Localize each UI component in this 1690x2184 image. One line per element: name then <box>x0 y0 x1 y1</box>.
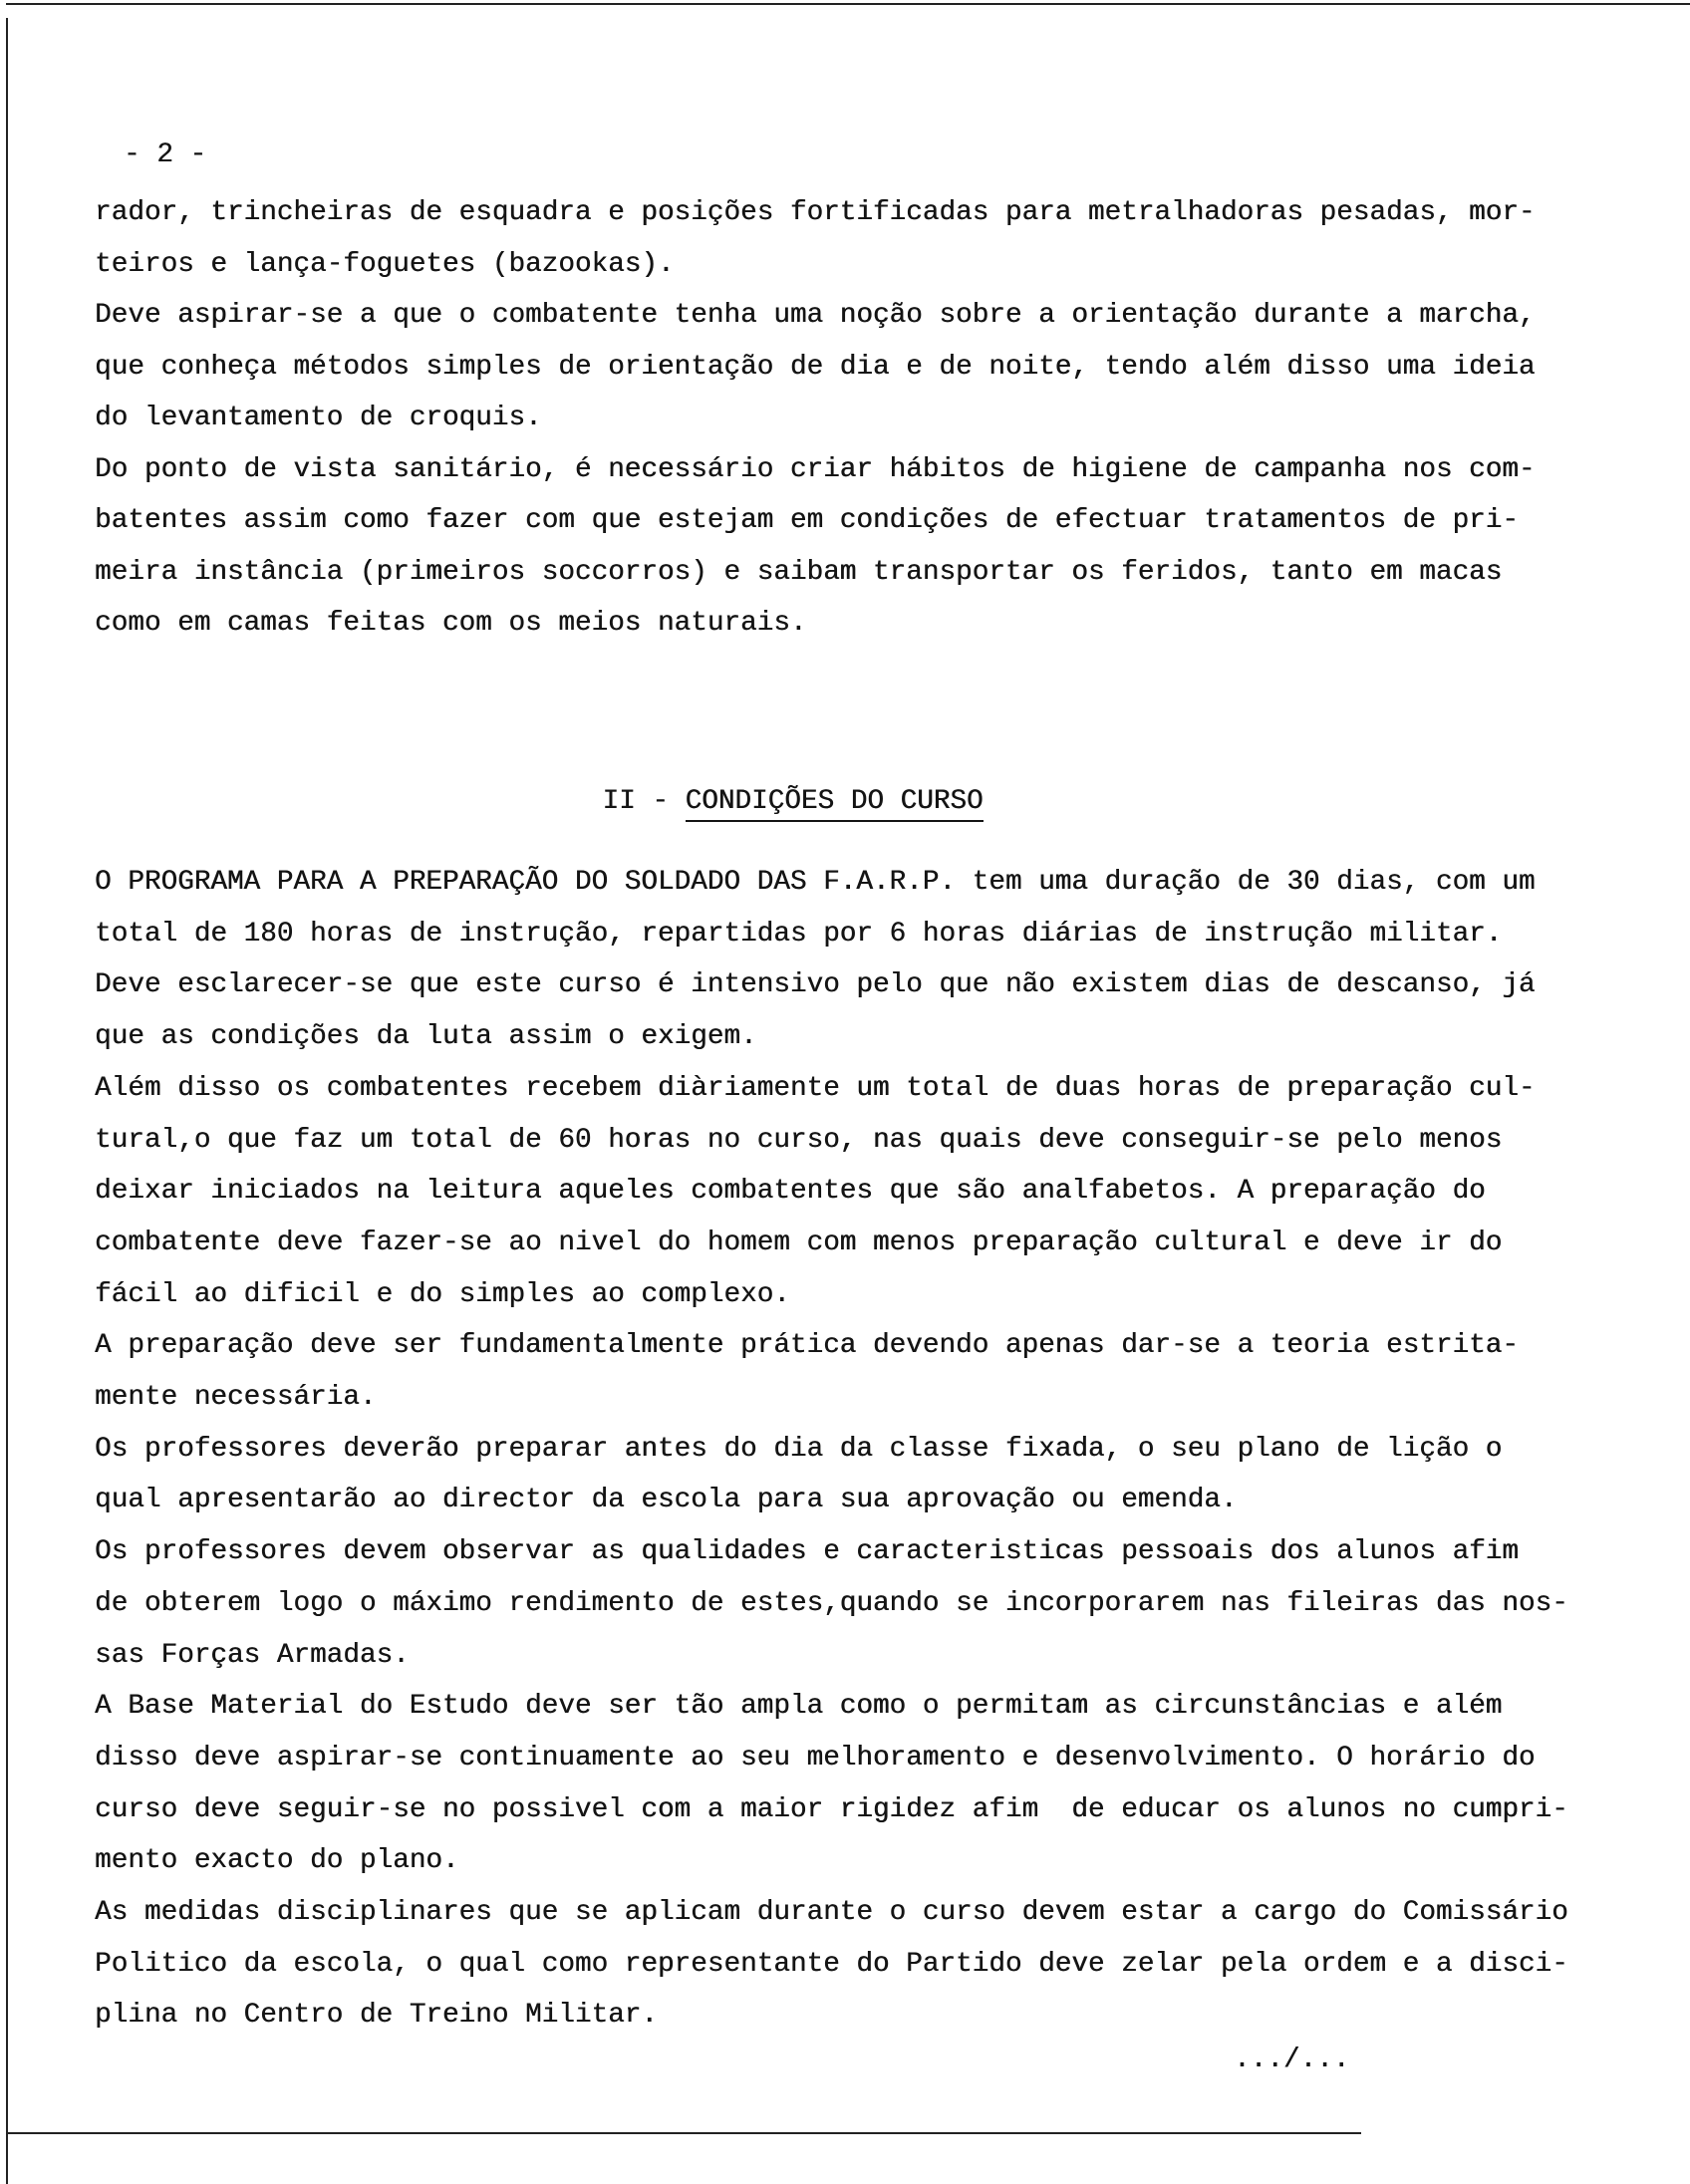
heading-number: II - <box>602 786 669 817</box>
text-line: Politico da escola, o qual como representante do Partido deve zelar pela ordem e a disci- <box>95 1948 1568 1980</box>
page-border-top <box>6 3 1690 5</box>
text-line: qual apresentarão ao director da escola para sua aprovação ou emenda. <box>95 1485 1238 1516</box>
text-line: que as condições da luta assim o exigem. <box>95 1021 757 1053</box>
text-line: tural,o que faz um total de 60 horas no curso, nas quais deve conseguir-se pelo menos <box>95 1124 1503 1156</box>
page-border-left <box>6 18 8 2184</box>
text-line: meira instância (primeiros soccorros) e saibam transportar os feridos, tanto em macas <box>95 556 1503 588</box>
text-line: Além disso os combatentes recebem diàriamente um total de duas horas de preparação cul- <box>95 1072 1536 1104</box>
continuation-mark: .../... <box>1234 2045 1350 2075</box>
text-line: mente necessária. <box>95 1382 377 1413</box>
text-line: Deve esclarecer-se que este curso é intensivo pelo que não existem dias de descanso, já <box>95 969 1536 1001</box>
text-line: disso deve aspirar-se continuamente ao seu melhoramento e desenvolvimento. O horário do <box>95 1742 1536 1774</box>
text-line: curso deve seguir-se no possivel com a maior rigidez afim de educar os alunos no cumpri- <box>95 1793 1568 1825</box>
text-line: batentes assim como fazer com que estejam em condições de efectuar tratamentos de pri- <box>95 505 1519 536</box>
text-line: As medidas disciplinares que se aplicam durante o curso devem estar a cargo do Comissário <box>95 1897 1568 1928</box>
text-line: de obterem logo o máximo rendimento de estes,quando se incorporarem nas fileiras das nos- <box>95 1587 1568 1619</box>
text-line: A Base Material do Estudo deve ser tão ampla como o permitam as circunstâncias e além <box>95 1691 1503 1723</box>
text-line: plina no Centro de Treino Militar. <box>95 2000 658 2032</box>
text-line: A preparação deve ser fundamentalmente prática devendo apenas dar-se a teoria estrita- <box>95 1330 1519 1362</box>
text-line: teiros e lança-foguetes (bazookas). <box>95 248 675 280</box>
text-line: Deve aspirar-se a que o combatente tenha uma noção sobre a orientação durante a marcha, <box>95 300 1536 331</box>
text-line: fácil ao dificil e do simples ao complexo. <box>95 1278 790 1310</box>
text-line: que conheça métodos simples de orientação de dia e de noite, tendo além disso uma ideia <box>95 351 1536 383</box>
text-line: deixar iniciados na leitura aqueles combatentes que são analfabetos. A preparação do <box>95 1176 1486 1208</box>
text-line: total de 180 horas de instrução, repartidas por 6 horas diárias de instrução militar. <box>95 918 1503 950</box>
text-line: sas Forças Armadas. <box>95 1639 410 1671</box>
text-line: Os professores devem observar as qualidades e caracteristicas pessoais dos alunos afim <box>95 1536 1519 1568</box>
heading-title: CONDIÇÕES DO CURSO <box>686 786 984 822</box>
text-line: combatente deve fazer-se ao nivel do homem com menos preparação cultural e deve ir do <box>95 1227 1503 1258</box>
page-number: - 2 - <box>124 139 207 170</box>
text-line: como em camas feitas com os meios naturais. <box>95 608 807 639</box>
text-line: do levantamento de croquis. <box>95 403 542 433</box>
text-line: Os professores deverão preparar antes do dia da classe fixada, o seu plano de lição o <box>95 1433 1503 1465</box>
text-line: Do ponto de vista sanitário, é necessário criar hábitos de higiene de campanha nos com- <box>95 453 1536 485</box>
page-border-bottom <box>6 2132 1361 2134</box>
text-line: rador, trincheiras de esquadra e posições fortificadas para metralhadoras pesadas, mor- <box>95 197 1536 228</box>
section-heading <box>536 754 984 850</box>
text-line: O PROGRAMA PARA A PREPARAÇÃO DO SOLDADO DAS F.A.R.P. tem uma duração de 30 dias, com um <box>95 867 1536 898</box>
text-line: mento exacto do plano. <box>95 1845 459 1877</box>
